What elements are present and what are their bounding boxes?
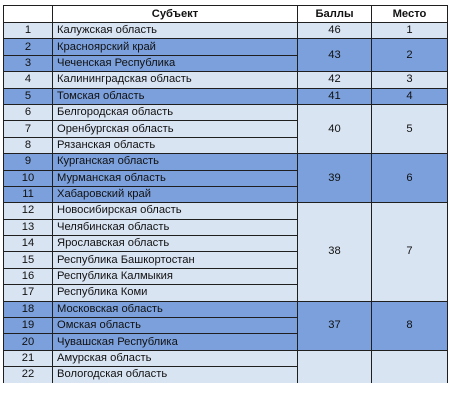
subject-name: Калининградская область bbox=[53, 72, 298, 88]
score-cell: 46 bbox=[298, 23, 372, 39]
ranking-table bbox=[3, 5, 448, 383]
subject-name: Вологодская область bbox=[53, 367, 298, 383]
subject-name: Чувашская Республика bbox=[53, 334, 298, 350]
row-number: 1 bbox=[4, 23, 53, 39]
score-cell: 39 bbox=[298, 154, 372, 203]
row-number: 15 bbox=[4, 252, 53, 268]
row-number: 8 bbox=[4, 137, 53, 153]
subject-name: Челябинская область bbox=[53, 219, 298, 235]
subject-name: Республика Калмыкия bbox=[53, 268, 298, 284]
row-number: 11 bbox=[4, 186, 53, 202]
row-number: 6 bbox=[4, 104, 53, 120]
subject-name: Республика Коми bbox=[53, 285, 298, 301]
place-cell: 5 bbox=[372, 104, 448, 153]
score-cell: 41 bbox=[298, 88, 372, 104]
place-cell bbox=[372, 350, 448, 382]
row-number: 17 bbox=[4, 285, 53, 301]
subject-name: Новосибирская область bbox=[53, 203, 298, 219]
subject-name: Красноярский край bbox=[53, 39, 298, 55]
subject-name: Омская область bbox=[53, 318, 298, 334]
row-number: 13 bbox=[4, 219, 53, 235]
score-cell bbox=[298, 350, 372, 382]
row-number: 16 bbox=[4, 268, 53, 284]
subject-name: Чеченская Республика bbox=[53, 55, 298, 71]
table-row bbox=[4, 39, 448, 55]
row-number: 20 bbox=[4, 334, 53, 350]
subject-name: Мурманская область bbox=[53, 170, 298, 186]
row-number: 2 bbox=[4, 39, 53, 55]
subject-name: Рязанская область bbox=[53, 137, 298, 153]
table-row bbox=[4, 350, 448, 366]
place-cell: 6 bbox=[372, 154, 448, 203]
row-number: 14 bbox=[4, 236, 53, 252]
subject-name: Московская область bbox=[53, 301, 298, 317]
table-row bbox=[4, 104, 448, 120]
header-subject: Субъект bbox=[53, 6, 298, 23]
row-number: 21 bbox=[4, 350, 53, 366]
subject-name: Оренбургская область bbox=[53, 121, 298, 137]
row-number: 3 bbox=[4, 55, 53, 71]
row-number: 4 bbox=[4, 72, 53, 88]
table-row bbox=[4, 203, 448, 219]
score-cell: 40 bbox=[298, 104, 372, 153]
place-cell: 8 bbox=[372, 301, 448, 350]
table-row bbox=[4, 301, 448, 317]
header-place: Место bbox=[372, 6, 448, 23]
score-cell: 42 bbox=[298, 72, 372, 88]
header-num bbox=[4, 6, 53, 23]
subject-name: Республика Башкортостан bbox=[53, 252, 298, 268]
row-number: 18 bbox=[4, 301, 53, 317]
row-number: 19 bbox=[4, 318, 53, 334]
subject-name: Томская область bbox=[53, 88, 298, 104]
table-header-row bbox=[4, 6, 448, 23]
place-cell: 3 bbox=[372, 72, 448, 88]
place-cell: 4 bbox=[372, 88, 448, 104]
table-row bbox=[4, 154, 448, 170]
table-row bbox=[4, 23, 448, 39]
ranking-table-wrapper bbox=[0, 5, 450, 383]
score-cell: 43 bbox=[298, 39, 372, 72]
row-number: 5 bbox=[4, 88, 53, 104]
subject-name: Ярославская область bbox=[53, 236, 298, 252]
table-body bbox=[4, 23, 448, 383]
place-cell: 2 bbox=[372, 39, 448, 72]
subject-name: Калужская область bbox=[53, 23, 298, 39]
subject-name: Амурская область bbox=[53, 350, 298, 366]
header-score: Баллы bbox=[298, 6, 372, 23]
row-number: 7 bbox=[4, 121, 53, 137]
row-number: 9 bbox=[4, 154, 53, 170]
place-cell: 1 bbox=[372, 23, 448, 39]
row-number: 12 bbox=[4, 203, 53, 219]
table-row bbox=[4, 88, 448, 104]
subject-name: Хабаровский край bbox=[53, 186, 298, 202]
table-row bbox=[4, 72, 448, 88]
place-cell: 7 bbox=[372, 203, 448, 301]
row-number: 10 bbox=[4, 170, 53, 186]
row-number: 22 bbox=[4, 367, 53, 383]
subject-name: Курганская область bbox=[53, 154, 298, 170]
score-cell: 38 bbox=[298, 203, 372, 301]
subject-name: Белгородская область bbox=[53, 104, 298, 120]
score-cell: 37 bbox=[298, 301, 372, 350]
